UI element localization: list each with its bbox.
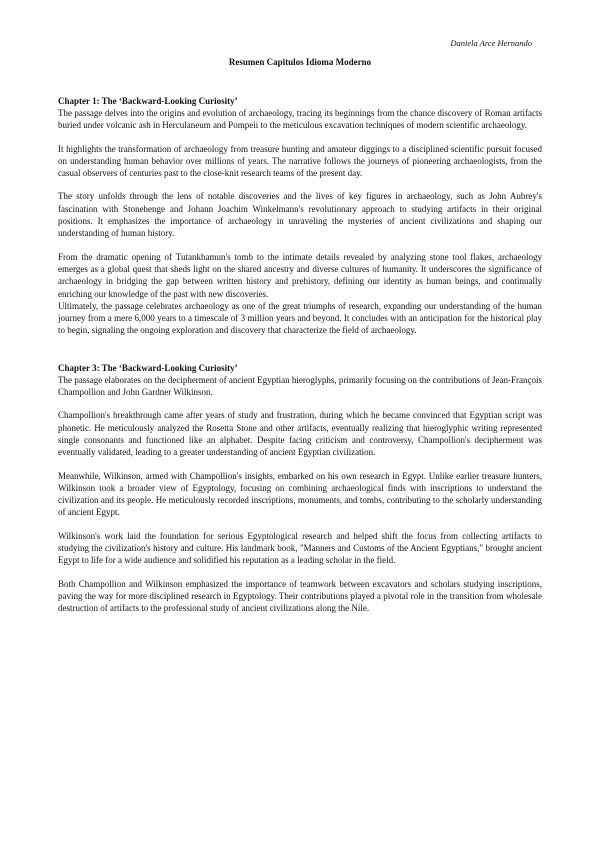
chapter-3 [58, 362, 542, 615]
chapter-3-paragraph-4: Wilkinson's work laid the foundation for serious Egyptological research and helped shift the focus from collecting artifacts to studying the civilization's history and culture. His landmark book, "Manners and Customs of the Ancient Egyptians," brought ancient Egypt to life for a wide audience and solidified his reputation as a leading scholar in the field. [58, 530, 542, 566]
chapter-3-title: Chapter 3: The ‘Backward-Looking Curiosity’ [58, 362, 238, 373]
chapter-1-paragraph-5: Ultimately, the passage celebrates archaeology as one of the great triumphs of research, expanding our understanding of the human journey from a mere 6,000 years to a timescale of 3 million years and beyond. It concludes with an anticipation for the historical play to begin, signaling the ongoing exploration and discovery that characterize the field of archaeology. [58, 300, 542, 336]
author-name: Daniela Arce Hernando [450, 38, 532, 48]
chapter-1-paragraph-2: It highlights the transformation of archaeology from treasure hunting and amateur diggings to a disciplined scientific pursuit focused on understanding human behavior over millions of years. The narrative follows the journeys of pioneering archaeologists, from the casual observers of centuries past to the close-knit research teams of the present day. [58, 143, 542, 179]
chapter-1-title: Chapter 1: The ‘Backward-Looking Curiosity’ [58, 96, 238, 106]
chapter-1-paragraph-1: The passage delves into the origins and evolution of archaeology, tracing its beginnings from the chance discovery of Roman artifacts buried under volcanic ash in Herculaneum and Pompeii to the meticulous excavation techniques of modern scientific archaeology. [58, 108, 542, 131]
chapter-1 [58, 95, 542, 337]
document-title: Resumen Capitulos Idioma Moderno [228, 57, 372, 67]
chapter-1-paragraph-3: The story unfolds through the lens of notable discoveries and the lives of key figures in archaeology, such as John Aubrey's fascination with Stonehenge and Johann Joachim Winkelmann's revolutionary approach to studying artifacts in their original positions. It emphasizes the importance of archaeology in unraveling the mysteries of ancient civilizations and shaping our understanding of human history. [58, 191, 542, 239]
chapter-3-paragraph-3: Meanwhile, Wilkinson, armed with Champollion's insights, embarked on his own research in Egypt. Unlike earlier treasure hunters, Wilkinson took a broader view of Egyptology, focusing on combining archaeological finds with inscriptions to understand the civilization and its people. He meticulously recorded inscriptions, monuments, and tombs, contributing to the scholarly understanding of ancient Egypt. [58, 470, 542, 518]
chapter-3-paragraph-1: The passage elaborates on the decipherment of ancient Egyptian hieroglyphs, primarily focusing on the contributions of Jean-François Champollion and John Gardner Wilkinson. [58, 374, 542, 398]
chapter-3-paragraph-5: Both Champollion and Wilkinson emphasized the importance of teamwork between excavators and scholars studying inscriptions, paving the way for more disciplined research in Egyptology. Their contributions played a pivotal role in the transition from wholesale destruction of artifacts to the professional study of ancient civilizations along the Nile. [58, 578, 542, 614]
chapter-1-paragraph-4: From the dramatic opening of Tutankhamun's tomb to the intimate details revealed by analyzing stone tool flakes, archaeology emerges as a global quest that sheds light on the shared ancestry and diverse cultures of humanity. It underscores the significance of archaeology in bridging the gap between written history and prehistory, defining our identity as human beings, and continually enriching our knowledge of the past with new discoveries. [58, 251, 542, 299]
chapter-3-paragraph-2: Champollion's breakthrough came after years of study and frustration, during which he became convinced that Egyptian script was phonetic. He meticulously analyzed the Rosetta Stone and other artifacts, eventually realizing that hieroglyphic writing represented single consonants and functioned like an alphabet. Despite facing criticism and controversy, Champollion's decipherment was eventually validated, leading to a greater understanding of ancient Egyptian civilization. [58, 410, 542, 458]
